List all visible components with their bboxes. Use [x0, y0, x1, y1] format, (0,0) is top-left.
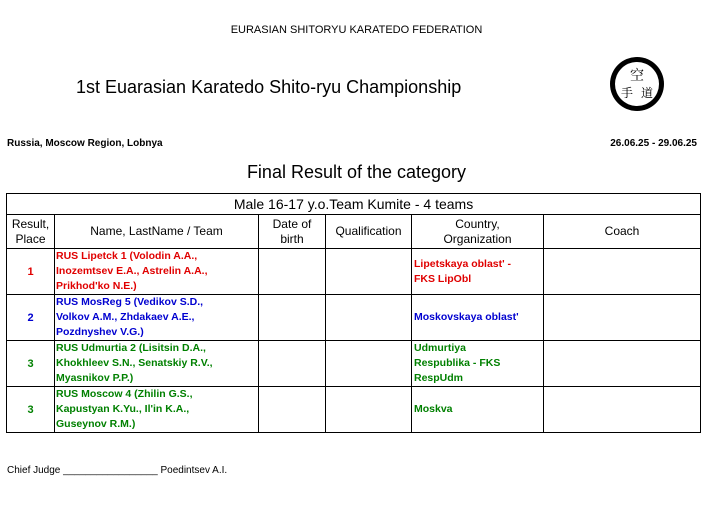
qualification-cell — [326, 295, 412, 341]
coach-cell — [544, 295, 701, 341]
results-table — [6, 193, 701, 433]
team-line: Inozemtsev E.A., Astrelin A.A., — [56, 265, 208, 277]
category-title: Male 16-17 y.o.Team Kumite - 4 teams — [7, 194, 701, 215]
team-line: RUS Moscow 4 (Zhilin G.S., — [56, 388, 193, 400]
team-line: Volkov A.M., Zhdakaev A.E., — [56, 311, 195, 323]
col-result-label: Result, — [11, 216, 50, 231]
team-line: Khokhleev S.N., Senatskiy R.V., — [56, 357, 213, 369]
country-line: Lipetskaya oblast' - — [414, 257, 512, 270]
team-line: Prikhod'ko N.E.) — [56, 280, 137, 292]
country-line: Udmurtiya — [414, 342, 466, 354]
place-cell: 3 — [7, 387, 55, 433]
results-rows — [7, 249, 701, 433]
col-place-label: Place — [15, 231, 46, 246]
team-line: RUS Udmurtia 2 (Lisitsin D.A., — [56, 342, 206, 354]
col-result-place — [7, 215, 55, 249]
date-of-birth-cell — [259, 295, 326, 341]
coach-cell — [544, 341, 701, 387]
country-cell — [412, 341, 544, 387]
team-line: Kapustyan K.Yu., Il'in K.A., — [56, 403, 190, 415]
qualification-cell — [326, 341, 412, 387]
place-cell: 3 — [7, 341, 55, 387]
team-cell — [55, 249, 259, 295]
col-country-label-1: Country, — [455, 216, 500, 231]
team-line: RUS MosReg 5 (Vedikov S.D., — [56, 296, 204, 308]
col-coach: Coach — [544, 215, 701, 249]
country-line: RespUdm — [414, 372, 464, 384]
country-line: Moskva — [414, 403, 453, 415]
chief-judge-signature: Chief Judge _________________ Poedintsev A.I. — [7, 465, 228, 476]
team-cell — [55, 295, 259, 341]
col-name-team: Name, LastName / Team — [55, 215, 259, 249]
country-cell — [412, 249, 544, 295]
event-location: Russia, Moscow Region, Lobnya — [7, 138, 163, 149]
team-line: Pozdnyshev V.G.) — [56, 326, 144, 338]
country-cell — [412, 387, 544, 433]
coach-cell — [544, 387, 701, 433]
table-row — [7, 295, 701, 341]
place-cell: 2 — [7, 295, 55, 341]
date-of-birth-cell — [259, 387, 326, 433]
col-country-organization — [412, 215, 544, 249]
date-of-birth-cell — [259, 341, 326, 387]
team-cell — [55, 387, 259, 433]
event-dates: 26.06.25 - 29.06.25 — [610, 138, 697, 149]
table-row — [7, 341, 701, 387]
country-line: Moskovskaya oblast' — [414, 311, 519, 323]
col-date-of-birth — [259, 215, 326, 249]
karatedo-seal-icon — [608, 55, 666, 113]
svg-text:道: 道 — [640, 86, 654, 100]
country-cell — [412, 295, 544, 341]
qualification-cell — [326, 387, 412, 433]
col-country-label-2: Organization — [443, 231, 512, 246]
svg-text:手: 手 — [620, 86, 634, 100]
col-dob-label-2: birth — [280, 231, 304, 246]
table-row — [7, 249, 701, 295]
country-line: FKS LipObl — [414, 272, 472, 285]
championship-title: 1st Euarasian Karatedo Shito-ryu Championship — [76, 77, 462, 97]
team-cell — [55, 341, 259, 387]
date-of-birth-cell — [259, 249, 326, 295]
team-line: Myasnikov P.P.) — [56, 372, 134, 384]
coach-cell — [544, 249, 701, 295]
team-line: Guseynov R.M.) — [56, 418, 136, 430]
country-line: Respublika - FKS — [414, 357, 501, 369]
svg-text:空: 空 — [630, 68, 644, 84]
page-subtitle: Final Result of the category — [246, 162, 467, 182]
col-qualification: Qualification — [326, 215, 412, 249]
place-cell: 1 — [7, 249, 55, 295]
team-line: RUS Lipetck 1 (Volodin A.A., — [56, 250, 198, 262]
table-row — [7, 387, 701, 433]
qualification-cell — [326, 249, 412, 295]
federation-name: EURASIAN SHITORYU KARATEDO FEDERATION — [230, 24, 483, 36]
col-dob-label-1: Date of — [272, 216, 312, 231]
